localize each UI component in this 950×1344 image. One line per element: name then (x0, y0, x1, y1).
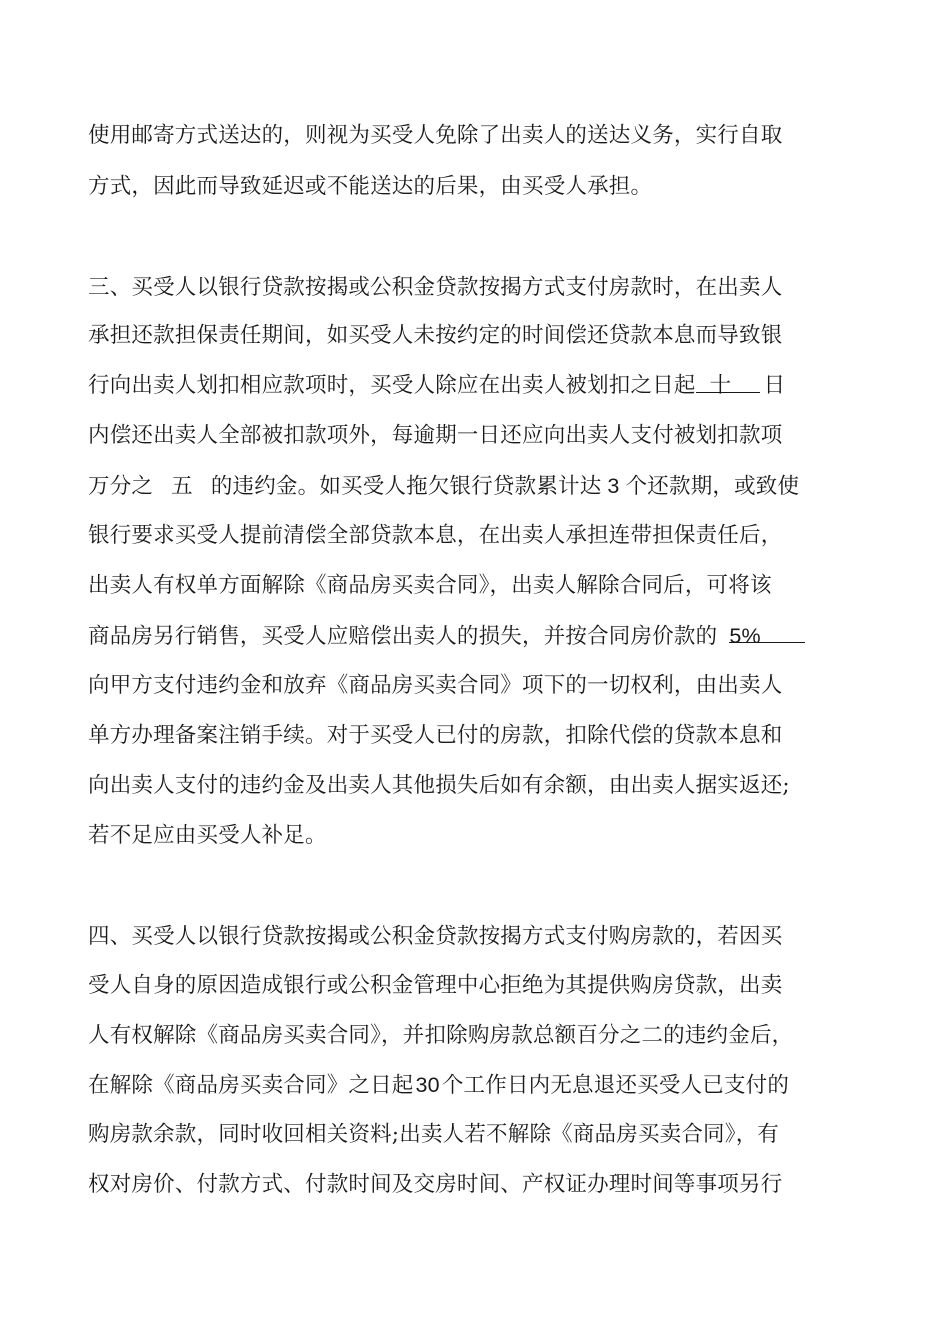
line-text: 商品房另行销售，买受人应赔偿出卖人的损失，并按合同房价款的 (88, 624, 718, 649)
paragraph-3-line-1: 四、买受人以银行贷款按揭或公积金贷款按揭方式支付购房款的，若因买 (88, 924, 783, 949)
line-text: 万分之 (88, 474, 154, 499)
fill-in-blank (696, 372, 760, 398)
line-text: 在解除《商品房买卖合同》之日起 (88, 1073, 414, 1098)
paragraph-2-line-3 (88, 372, 785, 400)
inline-number: 3 (607, 474, 620, 498)
line-text: 的违约金。如买受人拖欠银行贷款累计达 (210, 474, 602, 499)
line-text: 个工作日内无息退还买受人已支付的 (441, 1073, 790, 1098)
line-text: 个还款期，或致使 (625, 474, 800, 499)
paragraph-3-line-5: 购房款余款，同时收回相关资料;出卖人若不解除《商品房买卖合同》，有 (88, 1122, 780, 1147)
line-text: 行向出卖人划扣相应款项时，买受人除应在出卖人被划扣之日起 (88, 373, 696, 398)
paragraph-3-line-2: 受人自身的原因造成银行或公积金管理中心拒绝为其提供购房贷款，出卖 (88, 973, 783, 998)
paragraph-2-line-9: 向甲方支付违约金和放弃《商品房买卖合同》项下的一切权利，由出卖人 (88, 673, 783, 698)
paragraph-3-line-4 (88, 1071, 789, 1100)
paragraph-1-line-1: 使用邮寄方式送达的，则视为买受人免除了出卖人的送达义务，实行自取 (88, 123, 783, 148)
paragraph-2-line-7: 出卖人有权单方面解除《商品房买卖合同》，出卖人解除合同后，可将该 (88, 573, 772, 598)
blank-value: 五 (171, 474, 193, 499)
blank-value: 十 (709, 373, 732, 398)
paragraph-2-line-12: 若不足应由买受人补足。 (88, 823, 327, 848)
paragraph-2-line-8 (88, 622, 805, 651)
paragraph-2-line-10: 单方办理备案注销手续。对于买受人已付的房款，扣除代偿的贷款本息和 (88, 723, 783, 748)
paragraph-2-line-4: 内偿还出卖人全部被扣款项外，每逾期一日还应向出卖人支付被划扣款项 (88, 423, 783, 448)
paragraph-2-line-6: 银行要求买受人提前清偿全部贷款本息，在出卖人承担连带担保责任后， (88, 523, 783, 548)
blank-value: 5% (729, 624, 761, 648)
paragraph-2-line-2: 承担还款担保责任期间，如买受人未按约定的时间偿还贷款本息而导致银 (88, 323, 783, 348)
inline-number: 30 (415, 1073, 440, 1097)
paragraph-3-line-3: 人有权解除《商品房买卖合同》，并扣除购房款总额百分之二的违约金后， (88, 1023, 794, 1048)
paragraph-2-line-1: 三、买受人以银行贷款按揭或公积金贷款按揭方式支付房款时，在出卖人 (88, 275, 783, 300)
paragraph-2-line-5 (88, 472, 799, 501)
paragraph-3-line-6: 权对房价、付款方式、付款时间及交房时间、产权证办理时间等事项另行 (88, 1172, 783, 1197)
paragraph-2-line-11: 向出卖人支付的违约金及出卖人其他损失后如有余额，由出卖人据实返还; (88, 773, 790, 798)
fill-in-blank (729, 622, 805, 648)
paragraph-1-line-2: 方式，因此而导致延迟或不能送达的后果，由买受人承担。 (88, 174, 653, 199)
line-text: 日 (763, 373, 786, 398)
